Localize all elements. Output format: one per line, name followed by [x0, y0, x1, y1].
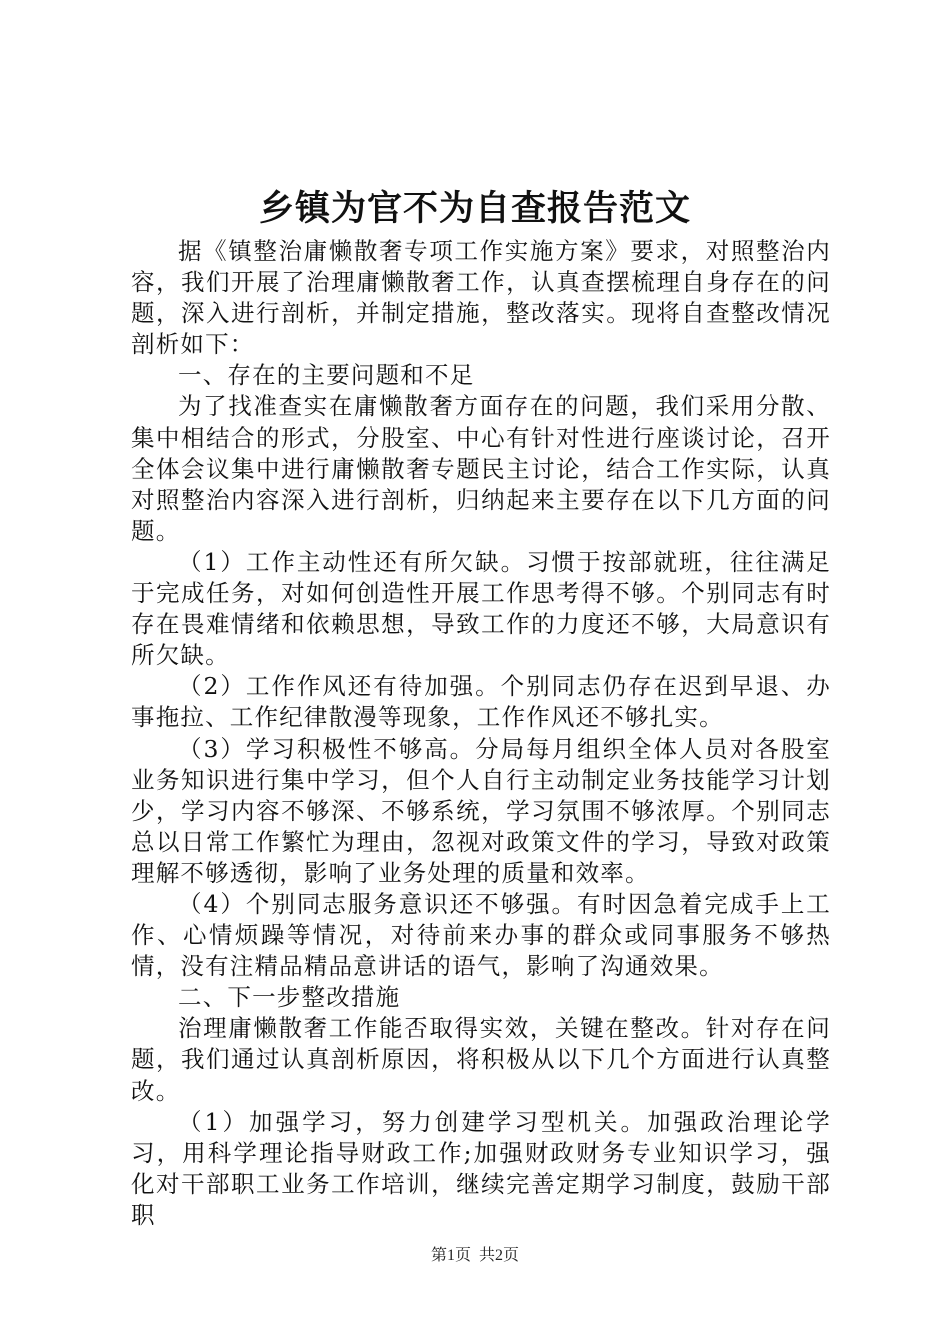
page-total: 共2页 [479, 1247, 520, 1264]
paragraph-problem-2: （2）工作作风还有待加强。个别同志仍存在迟到早退、办事拖拉、工作纪律散漫等现象，工作作风还不够扎实。 [131, 672, 831, 732]
document-body [131, 236, 831, 1231]
document-title: 乡镇为官不为自查报告范文 [258, 188, 691, 229]
page-footer [0, 1242, 950, 1265]
paragraph-problem-3: （3）学习积极性不够高。分局每月组织全体人员对各股室业务知识进行集中学习，但个人自行主动制定业务技能学习计划少，学习内容不够深、不够系统，学习氛围不够浓厚。个别同志总以日常工作繁忙为理由，忽视对政策文件的学习，导致对政策理解不够透彻，影响了业务处理的质量和效率。 [131, 734, 831, 887]
paragraph-problems-overview: 为了找准查实在庸懒散奢方面存在的问题，我们采用分散、集中相结合的形式，分股室、中心有针对性进行座谈讨论，召开全体会议集中进行庸懒散奢专题民主讨论，结合工作实际，认真对照整治内容深入进行剖析，归纳起来主要存在以下几方面的问题。 [131, 392, 831, 545]
section-heading-problems: 一、存在的主要问题和不足 [178, 361, 475, 390]
page-number: 第1页 [430, 1247, 471, 1264]
paragraph-measures-overview: 治理庸懒散奢工作能否取得实效，关键在整改。针对存在问题，我们通过认真剖析原因，将积极从以下几个方面进行认真整改。 [131, 1014, 831, 1105]
paragraph-measure-1: （1）加强学习，努力创建学习型机关。加强政治理论学习，用科学理论指导财政工作;加强财政财务专业知识学习，强化对干部职工业务工作培训，继续完善定期学习制度，鼓励干部职 [131, 1107, 831, 1229]
paragraph-problem-4: （4）个别同志服务意识还不够强。有时因急着完成手上工作、心情烦躁等情况，对待前来办事的群众或同事服务不够热情，没有注精品精品意讲话的语气，影响了沟通效果。 [131, 889, 831, 981]
paragraph-intro: 据《镇整治庸懒散奢专项工作实施方案》要求，对照整治内容，我们开展了治理庸懒散奢工作，认真查摆梳理自身存在的问题，深入进行剖析，并制定措施，整改落实。现将自查整改情况剖析如下： [131, 237, 831, 359]
section-heading-measures: 二、下一步整改措施 [178, 983, 401, 1012]
paragraph-problem-1: （1）工作主动性还有所欠缺。习惯于按部就班，往往满足于完成任务，对如何创造性开展工作思考得不够。个别同志有时存在畏难情绪和依赖思想，导致工作的力度还不够，大局意识有所欠缺。 [131, 547, 831, 670]
